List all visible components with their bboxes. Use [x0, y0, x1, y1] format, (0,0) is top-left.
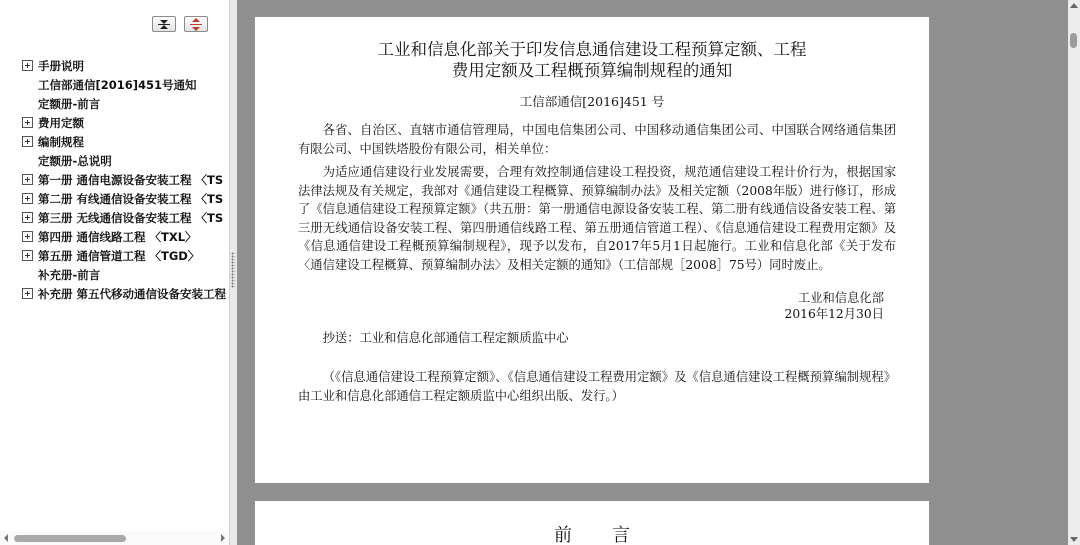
expand-node-icon[interactable] — [22, 288, 33, 299]
tree-item-label: 第一册 通信电源设备安装工程 〈TS — [38, 173, 224, 187]
tree-item[interactable] — [0, 76, 229, 95]
tree-item-label: 第三册 无线通信设备安装工程 〈TS — [38, 211, 224, 225]
sidebar-horizontal-scrollbar[interactable] — [0, 531, 229, 545]
tree-item[interactable] — [0, 95, 229, 114]
body-paragraph: 为适应通信建设行业发展需要，合理有效控制通信建设工程投资，规范通信建设工程计价行为，根据国家法律法规及有关规定，我部对《通信建设工程概算、预算编制办法》及相关定额（2008年版）进行修订，形成了《信息通信建设工程预算定额》（共五册：第一册通信电源设备安装工程、第二册有线通信设备安装工程、第三册无线通信设备安装工程、第四册通信线路工程、第五册通信管道工程）、《信息通信建设工程费用定额》及《信息通信建设工程概预算编制规程》，现予以发布，自2017年5月1日起施行。工业和信息化部《关于发布〈通信建设工程概算、预算编制办法〉及相关定额的通知》（工信部规［2008］75号）同时废止。 — [298, 165, 896, 272]
scroll-up-icon[interactable] — [1070, 3, 1078, 8]
tree-item[interactable] — [0, 209, 229, 228]
tree-item[interactable] — [0, 247, 229, 266]
outline-tree — [0, 57, 229, 304]
scroll-left-icon[interactable] — [4, 534, 8, 542]
expand-all-button[interactable] — [184, 16, 208, 32]
navigation-pane — [0, 0, 229, 545]
document-number: 工信部通信[2016]451 号 — [519, 94, 665, 109]
tree-item[interactable] — [0, 114, 229, 133]
tree-item-label: 第二册 有线通信设备安装工程 〈TS — [38, 192, 224, 206]
scroll-down-icon[interactable] — [1070, 537, 1078, 542]
document-page — [255, 17, 929, 483]
expand-node-icon[interactable] — [22, 231, 33, 242]
tree-item[interactable] — [0, 171, 229, 190]
tree-item[interactable] — [0, 57, 229, 76]
collapse-all-button[interactable] — [152, 16, 176, 32]
scrollbar-thumb[interactable] — [1070, 33, 1077, 48]
tree-item[interactable] — [0, 152, 229, 171]
document-title-line: 工业和信息化部关于印发信息通信建设工程预算定额、工程 — [377, 40, 807, 59]
tree-item-label: 第五册 通信管道工程 〈TGD〉 — [38, 249, 200, 263]
pane-splitter[interactable] — [229, 0, 237, 545]
document-page — [255, 501, 929, 545]
expand-node-icon[interactable] — [22, 193, 33, 204]
expand-node-icon[interactable] — [22, 212, 33, 223]
cc-line: 抄送：工业和信息化部通信工程定额质监中心 — [322, 331, 569, 345]
document-vertical-scrollbar[interactable] — [1068, 0, 1080, 545]
tree-item-label: 工信部通信[2016]451号通知 — [38, 78, 197, 92]
scroll-right-icon[interactable] — [221, 534, 225, 542]
tree-item-label: 第四册 通信线路工程 〈TXL〉 — [38, 230, 197, 244]
tree-item-label: 手册说明 — [38, 59, 84, 73]
document-title — [255, 39, 929, 81]
tree-item-label: 补充册-前言 — [38, 268, 101, 282]
splitter-grip-icon[interactable] — [231, 252, 235, 288]
tree-item[interactable] — [0, 266, 229, 285]
document-viewer[interactable] — [237, 0, 1068, 545]
expand-node-icon[interactable] — [22, 174, 33, 185]
signing-date: 2016年12月30日 — [784, 307, 884, 321]
expand-node-icon[interactable] — [22, 136, 33, 147]
tree-item[interactable] — [0, 228, 229, 247]
tree-item-label: 费用定额 — [38, 116, 84, 130]
expand-node-icon[interactable] — [22, 60, 33, 71]
publication-note: （《信息通信建设工程预算定额》、《信息通信建设工程费用定额》及《信息通信建设工程概预算编制规程》由工业和信息化部通信工程定额质监中心组织出版、发行。） — [298, 370, 896, 403]
tree-toolbar — [152, 16, 208, 32]
tree-item-label: 定额册-前言 — [38, 97, 101, 111]
expand-node-icon[interactable] — [22, 117, 33, 128]
addressee-paragraph: 各省、自治区、直辖市通信管理局，中国电信集团公司、中国移动通信集团公司、中国联合网络通信集团有限公司、中国铁塔股份有限公司，相关单位： — [298, 123, 896, 156]
tree-item-label: 定额册-总说明 — [38, 154, 112, 168]
tree-item-label: 补充册 第五代移动通信设备安装工程 — [38, 287, 227, 301]
expand-node-icon[interactable] — [22, 250, 33, 261]
scrollbar-thumb[interactable] — [14, 535, 126, 542]
expand-all-icon — [190, 24, 202, 25]
tree-item[interactable] — [0, 133, 229, 152]
tree-item[interactable] — [0, 190, 229, 209]
signer: 工业和信息化部 — [797, 291, 884, 305]
document-title-line: 费用定额及工程概预算编制规程的通知 — [451, 61, 733, 80]
tree-item-label: 编制规程 — [38, 135, 84, 149]
tree-item[interactable] — [0, 285, 229, 304]
collapse-all-icon — [158, 24, 170, 25]
page-title: 前言 — [554, 525, 670, 545]
